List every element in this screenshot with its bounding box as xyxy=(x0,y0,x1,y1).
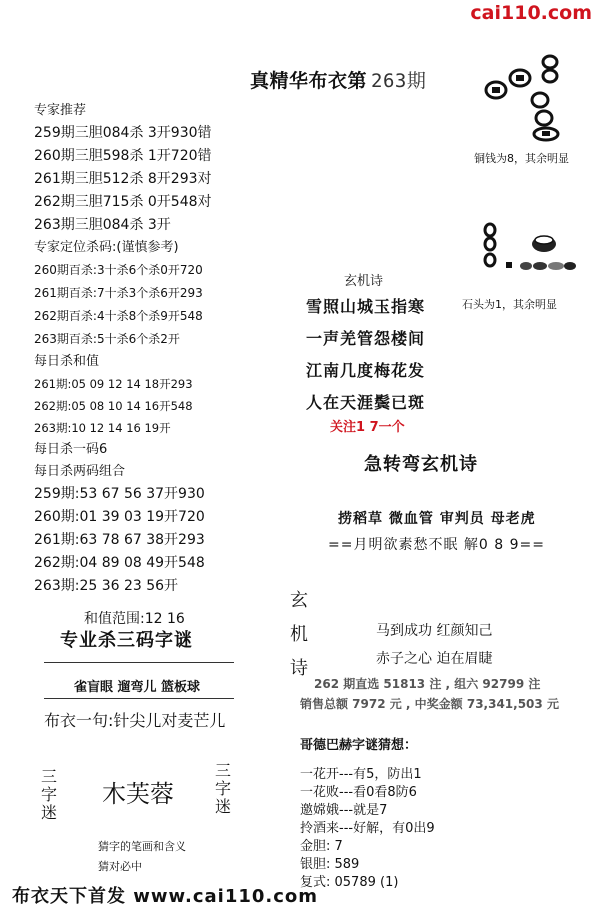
goethe-row: 银胆: 589 xyxy=(300,857,360,872)
poem-line: 江南几度梅花发 xyxy=(306,361,426,380)
expert-row: 262期三胆715杀 0开548对 xyxy=(34,194,212,210)
kill-one: 每日杀一码6 xyxy=(34,442,108,457)
goethe-row: 金胆: 7 xyxy=(300,839,343,854)
sum-row: 261期:05 09 12 14 18开293 xyxy=(34,377,193,391)
sum-title: 每日杀和值 xyxy=(34,354,100,369)
coin-icon xyxy=(486,56,558,140)
position-row: 262期百杀:4十杀8个杀9开548 xyxy=(34,309,203,323)
stone-caption: 石头为1，其余明显 xyxy=(462,298,557,311)
sum-range: 和值范围:12 16 xyxy=(84,611,185,627)
goethe-row: 复式: 05789 (1) xyxy=(300,875,399,890)
vertical-label: 诗 xyxy=(290,658,308,679)
sales-line: 销售总额 7972 元 , 中奖金额 73,341,503 元 xyxy=(300,697,559,711)
expert-row: 261期三胆512杀 8开293对 xyxy=(34,171,212,187)
position-title: 专家定位杀码:(谨慎参考) xyxy=(34,240,179,255)
coin-caption: 铜钱为8，其余明显 xyxy=(474,152,569,165)
turn-title: 急转弯玄机诗 xyxy=(364,454,478,475)
coin-picture xyxy=(484,52,584,148)
vertical-label: 玄 xyxy=(290,590,308,611)
goethe-title: 哥德巴赫字谜猜想： xyxy=(300,738,418,753)
poem-pair: 赤子之心 迫在眉睫 xyxy=(376,651,493,667)
pair-row: 262期:04 89 08 49开548 xyxy=(34,555,205,571)
stone-picture xyxy=(480,222,580,288)
three-words: 雀盲眼 遛弯儿 篮板球 xyxy=(74,680,201,695)
title-text: 真精华布衣第 xyxy=(250,70,368,92)
one-sentence: 布衣一句:针尖儿对麦芒儿 xyxy=(44,711,226,730)
page-title xyxy=(250,66,426,93)
sum-row: 263期:10 12 14 16 19开 xyxy=(34,421,171,435)
goethe-row: 拎酒来---好解，有0出9 xyxy=(300,821,435,836)
four-words: 捞稻草 微血管 审判员 母老虎 xyxy=(338,511,536,527)
poem-line: 雪照山城玉指寒 xyxy=(306,297,426,316)
moon-line: ==月明欲素愁不眠 解0 8 9== xyxy=(328,537,545,553)
riddle-hint: 猜字的笔画和含义 xyxy=(98,840,186,853)
vertical-label: 机 xyxy=(290,624,308,645)
expert-row: 260期三胆598杀 1开720错 xyxy=(34,148,212,164)
sales-line: 262 期直选 51813 注 , 组六 92799 注 xyxy=(314,677,541,691)
pair-row: 263期:25 36 23 56开 xyxy=(34,578,179,594)
riddle-hint: 猜对必中 xyxy=(98,860,142,873)
focus-note: 关注1 7一个 xyxy=(330,420,405,435)
position-row: 260期百杀:3十杀6个杀0开720 xyxy=(34,263,203,277)
poem-line: 人在天涯鬓已斑 xyxy=(306,393,426,412)
pair-title: 每日杀两码组合 xyxy=(34,464,126,479)
goethe-list xyxy=(300,766,435,892)
goethe-row: 邀嫦娥---就是7 xyxy=(300,803,388,818)
poem-line: 一声羌管怨楼间 xyxy=(306,329,426,348)
footer-text: 布衣天下首发 www.cai110.com xyxy=(12,886,319,907)
poem-pair: 马到成功 红颜知己 xyxy=(376,623,493,639)
site-logo: cai110.com xyxy=(470,2,592,24)
xuanji-title: 玄机诗 xyxy=(344,274,384,289)
divider xyxy=(44,662,234,663)
goethe-row: 一花开---有5，防出1 xyxy=(300,767,422,782)
expert-row: 263期三胆084杀 3开 xyxy=(34,217,171,233)
pair-row: 261期:63 78 67 38开293 xyxy=(34,532,205,548)
sum-row: 262期:05 08 10 14 16开548 xyxy=(34,399,193,413)
expert-title: 专家推荐 xyxy=(34,103,87,118)
expert-row: 259期三胆084杀 3开930错 xyxy=(34,125,212,141)
issue-number: 263期 xyxy=(371,70,427,92)
position-row: 263期百杀:5十杀6个杀2开 xyxy=(34,332,180,346)
riddle-side-left: 三字迷 xyxy=(40,767,57,822)
riddle-side-right: 三字迷 xyxy=(214,761,231,816)
divider xyxy=(44,698,234,699)
position-row: 261期百杀:7十杀3个杀6开293 xyxy=(34,286,203,300)
left-column xyxy=(34,100,284,598)
kill-three-title: 专业杀三码字谜 xyxy=(60,630,193,651)
pair-row: 260期:01 39 03 19开720 xyxy=(34,509,205,525)
stone-icon xyxy=(485,224,576,270)
riddle-answer: 木芙蓉 xyxy=(102,780,174,808)
goethe-row: 一花败---看0看8防6 xyxy=(300,785,417,800)
pair-row: 259期:53 67 56 37开930 xyxy=(34,486,205,502)
